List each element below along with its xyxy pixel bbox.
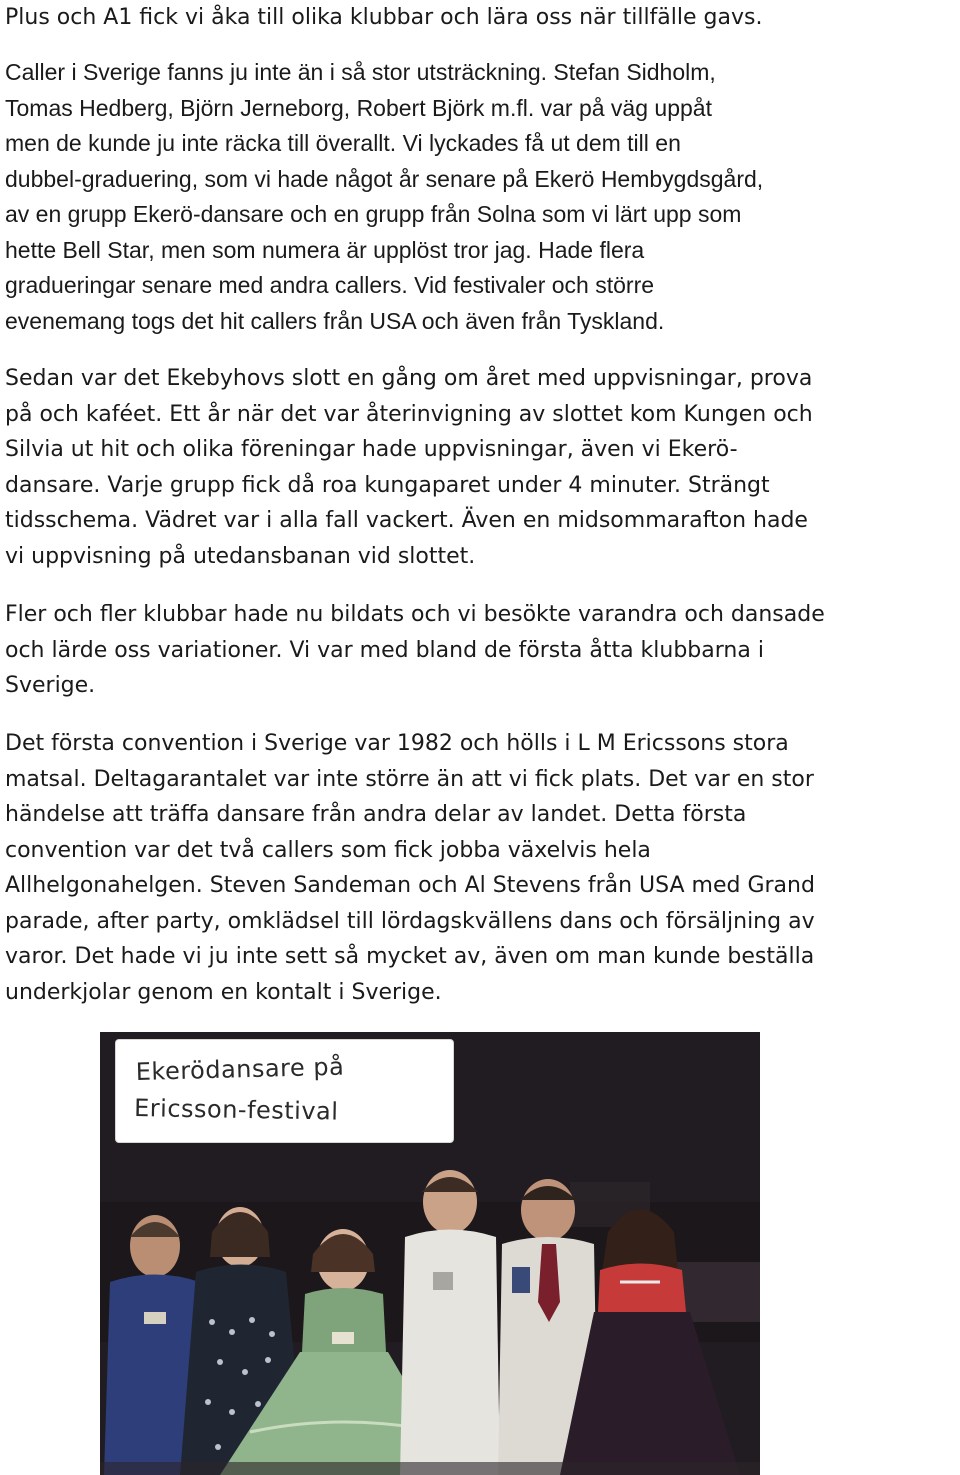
- paragraph-2: [5, 55, 957, 339]
- text-line: convention var det två callers som fick jobba växelvis hela: [5, 837, 651, 863]
- text-line: varor. Det hade vi ju inte sett så mycket av, även om man kunde beställa: [5, 944, 815, 969]
- text-line: Silvia ut hit och olika föreningar hade uppvisningar, även vi Ekerö-: [5, 437, 738, 462]
- text-line: av en grupp Ekerö-dansare och en grupp från Solna som vi lärt upp som: [5, 201, 742, 227]
- text-line: Sedan var det Ekebyhovs slott en gång om året med uppvisningar, prova: [5, 366, 813, 391]
- text-line: dansare. Varje grupp fick då roa kungaparet under 4 minuter. Strängt: [5, 472, 770, 498]
- group-photo: [100, 1032, 760, 1475]
- text-line: vi uppvisning på utedansbanan vid slottet.: [5, 543, 476, 569]
- text-line: Tomas Hedberg, Björn Jerneborg, Robert Björk m.fl. var på väg uppåt: [5, 94, 712, 121]
- text-line: men de kunde ju inte räcka till överallt. Vi lyckades få ut dem till en: [5, 130, 681, 156]
- handwritten-caption: [116, 1040, 453, 1142]
- text-line: underkjolar genom en kontalt i Sverige.: [5, 979, 442, 1005]
- paragraph-3: [5, 361, 957, 574]
- text-line: gradueringar senare med andra callers. Vid festivaler och större: [5, 272, 655, 298]
- text-line: tidsschema. Vädret var i alla fall vackert. Även en midsommarafton hade: [5, 508, 808, 533]
- text-line: parade, after party, omklädsel till lördagskvällens dans och försäljning av: [5, 908, 815, 934]
- text-line: på och kaféet. Ett år när det var återinvigning av slottet kom Kungen och: [5, 401, 813, 427]
- photo-caption-card: [116, 1040, 453, 1142]
- text-line: Det första convention i Sverige var 1982 och hölls i L M Ericssons stora: [5, 731, 789, 756]
- caption-line-1: Ekerödansare på: [135, 1052, 345, 1086]
- text-line: och lärde oss variationer. Vi var med bland de första åtta klubbarna i: [5, 637, 764, 663]
- text-line: Caller i Sverige fanns ju inte än i så stor utsträckning. Stefan Sidholm,: [5, 59, 716, 85]
- text-line: evenemang togs det hit callers från USA och även från Tyskland.: [5, 307, 665, 334]
- text-line: matsal. Deltagarantalet var inte större än att vi fick plats. Det var en stor: [5, 766, 814, 792]
- text-line: händelse att träffa dansare från andra delar av landet. Detta första: [5, 802, 747, 827]
- text-line: dubbel-graduering, som vi hade något år senare på Ekerö Hembygdsgård,: [5, 165, 764, 192]
- paragraph-1: [5, 0, 957, 36]
- text-line: hette Bell Star, men som numera är upplöst tror jag. Hade flera: [5, 236, 645, 263]
- text-line: Allhelgonahelgen. Steven Sandeman och Al Stevens från USA med Grand: [5, 873, 815, 898]
- text-line: Plus och A1 fick vi åka till olika klubbar och lära oss när tillfälle gavs.: [5, 5, 763, 30]
- text-line: Fler och fler klubbar hade nu bildats och vi besökte varandra och dansade: [5, 602, 825, 627]
- paragraph-4: [5, 597, 957, 704]
- caption-line-2: Ericsson-festival: [133, 1094, 339, 1126]
- paragraph-5: [5, 726, 957, 1010]
- text-line: Sverige.: [5, 673, 96, 698]
